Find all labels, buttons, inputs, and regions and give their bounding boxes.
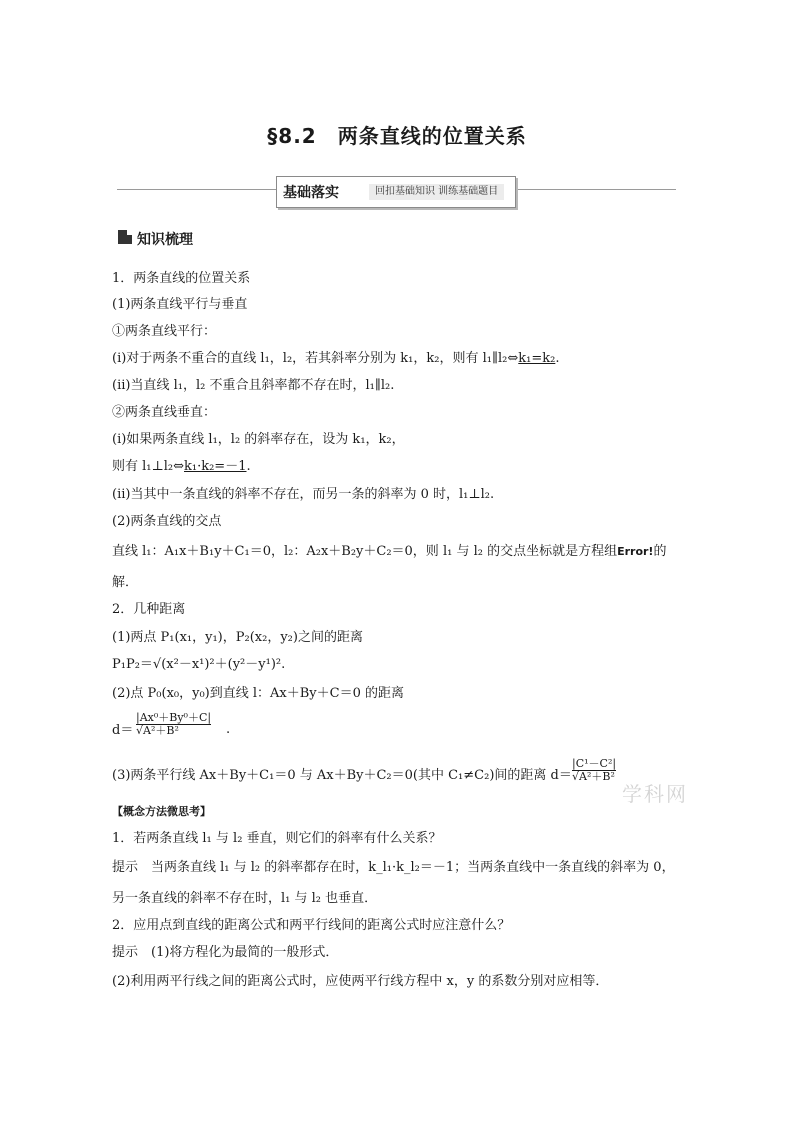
item-heading: 2．几种距离 — [112, 602, 186, 617]
text-line: (2)点 P₀(x₀，y₀)到直线 l：Ax＋By＋C＝0 的距离 — [112, 686, 405, 701]
text-line: ②两条直线垂直： — [112, 405, 217, 420]
text-line: (1)两点 P₁(x₁，y₁)，P₂(x₂，y₂)之间的距离 — [112, 630, 363, 645]
banner-rule-right — [518, 189, 676, 190]
section-banner — [276, 176, 516, 208]
fraction-denominator: √A²＋B² — [136, 724, 211, 737]
answer-blank: k₁·k₂=－1 — [184, 459, 247, 474]
distance-fraction — [136, 712, 211, 737]
question-line: 2．应用点到直线的距离公式和两平行线间的距离公式时应注意什么？ — [112, 918, 511, 933]
text-line: 则有 l₁⊥l₂⇔k₁·k₂=－1. — [112, 459, 251, 474]
answer-blank: k₁=k₂ — [518, 351, 556, 366]
page-title: §8.2 两条直线的位置关系 — [267, 124, 527, 148]
subheading: (1)两条直线平行与垂直 — [112, 297, 248, 312]
fraction-numerator: |Ax⁰＋By⁰＋C| — [136, 711, 212, 724]
text-line: (3)两条平行线 Ax＋By＋C₁＝0 与 Ax＋By＋C₂＝0(其中 C₁≠C₂)间的距离 d＝ — [112, 768, 572, 783]
fraction-numerator: |C¹－C²| — [572, 757, 617, 770]
text-line: 直线 l₁：A₁x＋B₁y＋C₁＝0，l₂：A₂x＋B₂y＋C₂＝0，则 l₁ 与 l₂ 的交点坐标就是方程组Error!的 — [112, 544, 667, 559]
text-line: (ⅱ)当直线 l₁，l₂ 不重合且斜率都不存在时，l₁∥l₂. — [112, 378, 395, 393]
subheading: (2)两条直线的交点 — [112, 514, 222, 529]
parallel-distance-fraction — [572, 758, 616, 783]
hint-line: 提示 当两条直线 l₁ 与 l₂ 的斜率都存在时，k_l₁·k_l₂＝－1；当两条直线中一条直线的斜率为 0， — [112, 860, 675, 875]
subsection-label: 【概念方法微思考】 — [112, 805, 211, 818]
text-line: (ⅱ)当其中一条直线的斜率不存在，而另一条的斜率为 0 时，l₁⊥l₂. — [112, 487, 495, 502]
hint-line: 另一条直线的斜率不存在时，l₁ 与 l₂ 也垂直． — [112, 891, 378, 906]
banner-main-label: 基础落实 — [283, 185, 339, 201]
question-line: 1．若两条直线 l₁ 与 l₂ 垂直，则它们的斜率有什么关系？ — [112, 831, 442, 846]
hint-line: 提示 (1)将方程化为最简的一般形式． — [112, 945, 339, 960]
item-heading: 1．两条直线的位置关系 — [112, 271, 251, 286]
section-square-icon — [118, 230, 132, 244]
error-placeholder: Error! — [617, 545, 654, 558]
watermark: 学科网 — [622, 782, 688, 806]
hint-line: (2)利用两平行线之间的距离公式时，应使两平行线方程中 x，y 的系数分别对应相等． — [112, 974, 609, 989]
section-heading: 知识梳理 — [137, 232, 193, 248]
text-line: . — [226, 722, 231, 737]
fraction-denominator: √A²＋B² — [572, 770, 615, 783]
text-line: (ⅰ)对于两条不重合的直线 l₁，l₂，若其斜率分别为 k₁，k₂，则有 l₁∥l₂⇔k₁=k₂. — [112, 351, 560, 366]
text-line: ①两条直线平行： — [112, 324, 217, 339]
banner-sub-label: 回扣基础知识 训练基础题目 — [369, 184, 504, 200]
text-line: 解． — [112, 575, 139, 590]
formula-line: P₁P₂＝√(x²－x¹)²＋(y²－y¹)². — [112, 657, 286, 672]
text-line: (ⅰ)如果两条直线 l₁，l₂ 的斜率存在，设为 k₁，k₂， — [112, 432, 405, 447]
formula-prefix: d＝ — [112, 723, 134, 738]
banner-rule-left — [117, 189, 277, 190]
